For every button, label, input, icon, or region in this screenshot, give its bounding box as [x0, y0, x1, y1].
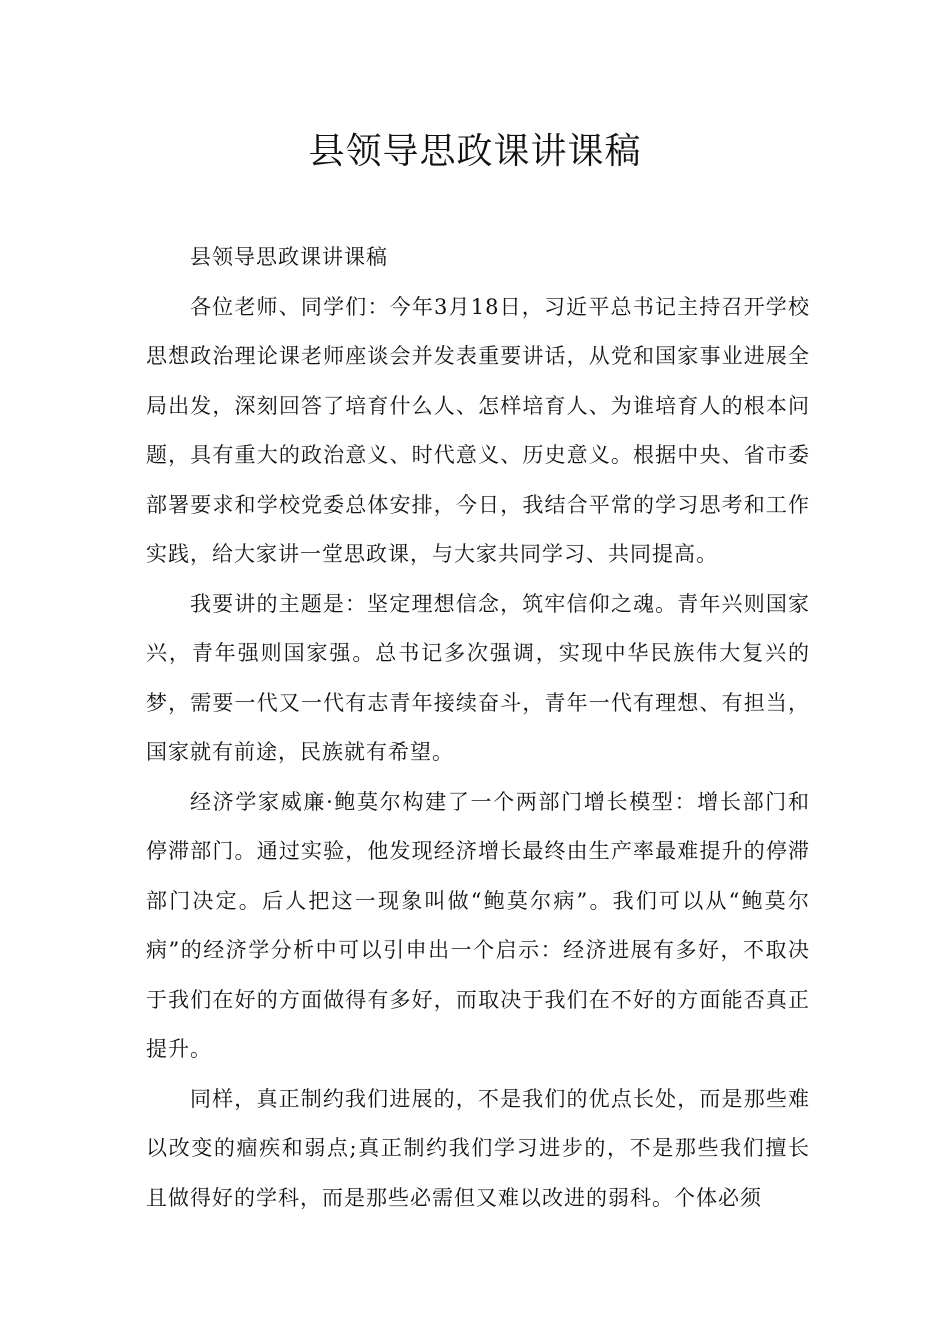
document-title: 县领导思政课讲课稿 [308, 131, 642, 172]
paragraph-theme: 我要讲的主题是：坚定理想信念，筑牢信仰之魂。青年兴则国家兴，青年强则国家强。总书记多次强调，实现中华民族伟大复兴的梦，需要一代又一代有志青年接续奋斗，青年一代有理想、有担当，国家就有前途，民族就有希望。 [146, 591, 810, 764]
paragraph-greeting: 各位老师、同学们：今年3月18日，习近平总书记主持召开学校思想政治理论课老师座谈会并发表重要讲话，从党和国家事业进展全局出发，深刻回答了培育什么人、怎样培育人、为谁培育人的根本问题，具有重大的政治意义、时代意义、历史意义。根据中央、省市委部署要求和学校党委总体安排，今日，我结合平常的学习思考和工作实践，给大家讲一堂思政课，与大家共同学习、共同提高。 [146, 294, 810, 566]
paragraph-subtitle: 县领导思政课讲课稿 [190, 245, 388, 269]
document-body [146, 233, 810, 1223]
paragraph-constraints: 同样，真正制约我们进展的，不是我们的优点长处，而是那些难以改变的痼疾和弱点;真正制约我们学习进步的，不是那些我们擅长且做得好的学科，而是那些必需但又难以改进的弱科。个体必须 [146, 1086, 810, 1210]
paragraph-baumol: 经济学家威廉·鲍莫尔构建了一个两部门增长模型：增长部门和停滞部门。通过实验，他发现经济增长最终由生产率最难提升的停滞部门决定。后人把这一现象叫做“鲍莫尔病”。我们可以从“鲍莫尔病”的经济学分析中可以引申出一个启示：经济进展有多好，不取决于我们在好的方面做得有多好，而取决于我们在不好的方面能否真正提升。 [146, 789, 810, 1061]
